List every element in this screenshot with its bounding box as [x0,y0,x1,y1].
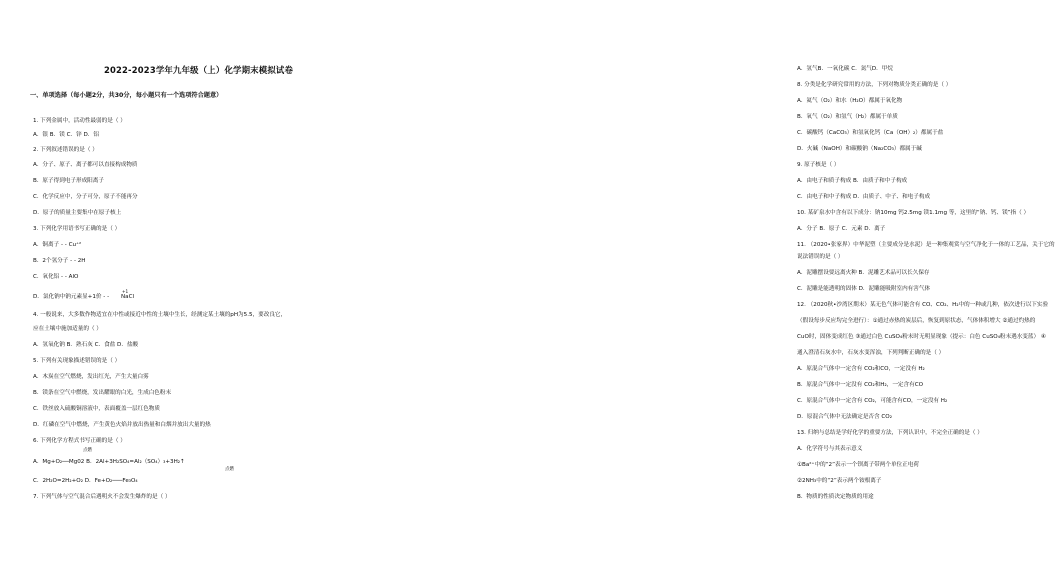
q3d-formula-text: NaCl [121,294,135,300]
right-line: 说法错误的是（ ） [797,254,844,260]
left-line: A．铜离子 - - Cu⁺² [33,242,82,248]
left-line: C．氧化铝 - - AlO [33,274,79,280]
section-heading: 一、单项选择（每小题2分，共30分，每小题只有一个选项符合题意） [30,92,223,99]
right-line: 10. 某矿泉水中含有以下成分：钠10mg 钙2.5mg 镁1.1mg 等，这里的“钠、钙、镁”指（ ） [797,210,1030,216]
left-line: C．2H₂O=2H₂+O₂ D．Fe+O₂───Fe₃O₄ [33,478,138,484]
left-line: D．氯化钠中钠元素显+1价 - - [33,294,110,300]
left-line: 7. 下列气体与空气混合后遇明火不会发生爆炸的是（ ） [33,494,171,500]
right-line: 12. （2020秋•沙湾区期末）某无色气体可能含有 CO、CO₂、H₂中的一种或几种，依次进行以下实验 [797,302,1049,308]
left-line: 应在土壤中施加适量的（ ） [33,326,102,332]
right-line: B．物质的性质决定物质的用途 [797,494,874,500]
left-line: C．化学反应中，分子可分，原子不能再分 [33,194,138,200]
page-title: 2022-2023学年九年级（上）化学期末模拟试卷 [103,65,294,75]
right-line: B．氧气（O₂）和氢气（H₂）都属于单质 [797,114,898,120]
left-line: B．镁条在空气中燃烧，发出耀眼的白光，生成白色粉末 [33,390,172,396]
left-line: 5. 下列有关现象描述错误的是（ ） [33,358,121,364]
q3d-valence: +1 [122,289,129,294]
left-line: 2. 下列叙述错误的是（ ） [33,147,98,153]
left-line: C．铁丝放入硫酸铜溶液中，表面覆盖一层红色物质 [33,406,160,412]
right-line: A．泥雕摆设要远离火种 B．泥雕艺术品可以长久保存 [797,270,930,276]
right-line: A．由电子和质子构成 B．由质子和中子构成 [797,178,908,184]
right-line: A．分子 B．原子 C．元素 D．离子 [797,226,886,232]
right-line: C．泥雕是能透明的固体 D．泥雕能吸附室内有害气体 [797,286,931,292]
right-line: ②2NH₃中的“2”表示两个铵根离子 [797,478,882,484]
left-line: A．木炭在空气燃烧，发出红光，产生大量白雾 [33,374,149,380]
right-line: ①Ba²⁺中的“2”表示一个钡离子带两个单位正电荷 [797,462,919,468]
left-line: 3. 下列化学用语书写正确的是（ ） [33,226,121,232]
left-line: 1. 下列金属中，活动性最弱的是（ ） [33,118,126,124]
left-line: A．银 B．镁 C．锌 D．铝 [33,132,99,138]
left-line: 6. 下列化学方程式书写正确的是（ ） [33,438,126,444]
right-line: C．原混合气体中一定含有 CO₂，可能含有CO，一定没有 H₂ [797,398,948,404]
right-line: C．由电子和中子构成 D．由质子、中子、和电子构成 [797,194,931,200]
right-line: 9. 原子核是（ ） [797,162,840,168]
left-line: D．红磷在空气中燃烧，产生黄色火焰并放出热量和白烟并放出大量的热 [33,422,211,428]
ignite-label-d: 点燃 [225,467,234,472]
left-line: A．分子、原子、离子都可以直接构成物质 [33,162,138,168]
left-line: B．原子得到电子形成阳离子 [33,178,104,184]
right-line: A．氦气（O₂）和水（H₂O）都属于氧化物 [797,98,903,104]
right-line: D．火碱（NaOH）和碳酸钠（Na₂CO₃）都属于碱 [797,146,922,152]
right-line: CuO时，固体变成红色 ③通过白色 CuSO₄粉末时无明显现象（提示：白色 CuSO₄粉末遇水变蓝） ④ [797,334,1046,340]
left-line: A．氢氧化钠 B．熟石灰 C．食盐 D．盐酸 [33,342,139,348]
right-line: 11. （2020•张家界）中华泥塑（主要成分是水泥）是一种集观赏与空气净化于一体的工艺品，关于它的 [797,242,1055,248]
right-line: 通入澄清石灰水中，石灰水变浑浊，下列判断正确的是（ ） [797,350,945,356]
right-line: A．氢气B．一氧化碳 C．氮气D．甲烷 [797,66,893,72]
left-line: B．2个氢分子 - - 2H [33,258,86,264]
right-line: 8. 分类是化学研究常用的方法，下列对物质分类正确的是（ ） [797,82,952,88]
left-line: 4. 一般说来，大多数作物适宜在中性或接近中性的土壤中生长，经测定某土壤的pH为5.5，要改良它， [33,312,287,318]
left-line: D．原子的质量主要集中在原子核上 [33,210,122,216]
right-line: B．原混合气体中一定没有 CO₂和H₂，一定含有CO [797,382,924,388]
left-line: A．Mg+O₂──Mg02 B．2Al+3H₂SO₄=Al₂（SO₄）₃+3H₂↑ [33,459,185,465]
right-line: A．原混合气体中一定含有 CO₂和CO，一定没有 H₂ [797,366,925,372]
ignite-label-a: 点燃 [83,448,92,453]
right-line: 13. 归纳与总结是学好化学的重要方法，下列认识中，不完全正确的是（ ） [797,430,983,436]
right-line: D．原混合气体中无法确定是否含 CO₂ [797,414,892,420]
right-line: （假设每步反应均完全进行）：①通过赤热的炭层后，恢复到原状态，气体体积增大 ②通过灼热的 [797,318,1036,324]
right-line: A．化学符号与其表示意义 [797,446,863,452]
right-line: C．碳酸钙（CaCO₃）和氢氧化钙（Ca（OH）₂）都属于盐 [797,130,944,136]
